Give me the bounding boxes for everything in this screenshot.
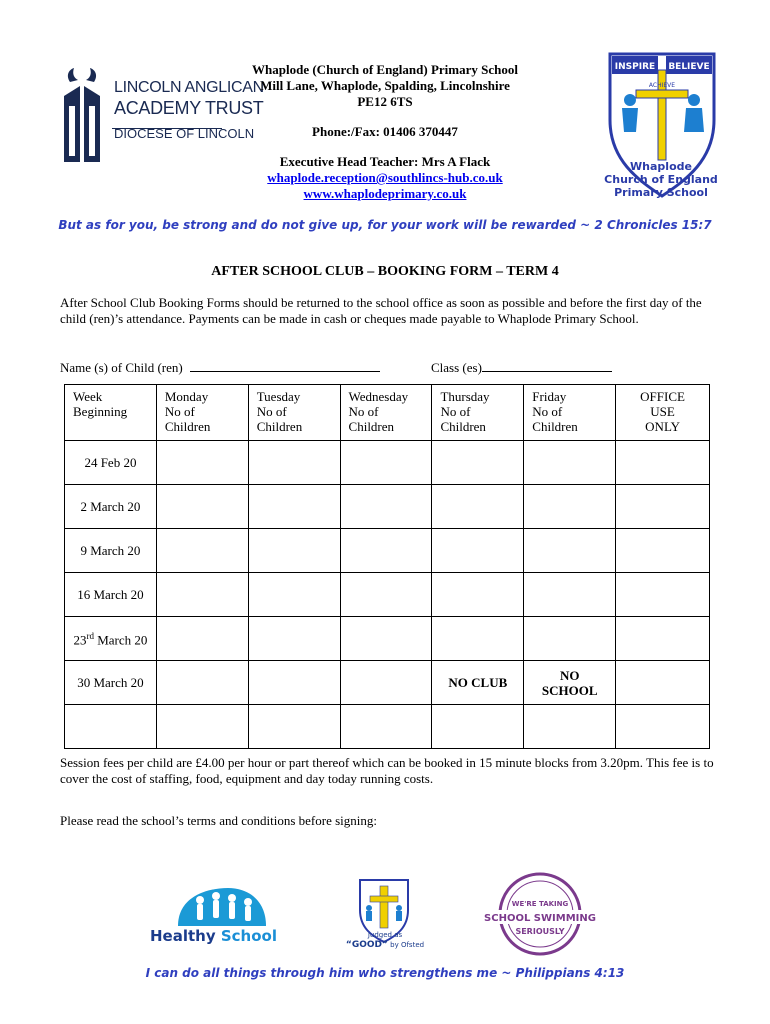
week-cell: 23rd March 20 — [65, 617, 157, 661]
week-cell: 30 March 20 — [65, 661, 157, 705]
header-tuesday: Tuesday No of Children — [248, 385, 340, 441]
fees-text: Session fees per child are £4.00 per hour or part thereof which can be booked in 15 minute blocks from 3.20pm. This fee is to cover the cost of staffing, food, equipment and day today running costs. — [60, 755, 714, 786]
email-link[interactable]: whaplode.reception@southlincs-hub.co.uk — [267, 170, 503, 185]
child-name-field[interactable] — [190, 359, 380, 372]
tuesday-cell[interactable] — [248, 617, 340, 661]
monday-cell[interactable] — [156, 661, 248, 705]
good-line-2: “GOOD” — [345, 940, 388, 950]
school-word: School — [220, 927, 277, 945]
thursday-cell[interactable] — [432, 705, 524, 749]
table-row — [65, 661, 710, 705]
monday-cell[interactable] — [156, 529, 248, 573]
office-cell — [616, 661, 710, 705]
week-cell: 24 Feb 20 — [65, 441, 157, 485]
header-friday: Friday No of Children — [524, 385, 616, 441]
header-week: Week Beginning — [65, 385, 157, 441]
crest-caption-3: Primary School — [614, 186, 708, 199]
swim-line-3: SERIOUSLY — [515, 927, 565, 936]
head-teacher: Executive Head Teacher: Mrs A Flack — [279, 154, 491, 169]
office-cell — [616, 485, 710, 529]
trust-line-3: DIOCESE OF LINCOLN — [114, 126, 255, 141]
wednesday-cell[interactable] — [340, 529, 432, 573]
class-field[interactable] — [482, 359, 612, 372]
good-line-3: by Ofsted — [390, 941, 425, 949]
healthy-school-text — [150, 927, 277, 945]
swim-line-2: SCHOOL SWIMMING — [484, 913, 596, 924]
thursday-cell[interactable] — [432, 485, 524, 529]
friday-cell[interactable] — [524, 441, 616, 485]
tuesday-cell[interactable] — [248, 573, 340, 617]
good-line-1: Judged as — [367, 931, 403, 939]
child-name-label: Name (s) of Child (ren) — [60, 360, 183, 375]
header-office-use: OFFICE USE ONLY — [616, 385, 710, 441]
monday-cell[interactable] — [156, 617, 248, 661]
healthy-word: Healthy — [150, 927, 216, 945]
crest-caption — [596, 160, 726, 199]
form-title: AFTER SCHOOL CLUB – BOOKING FORM – TERM 4 — [211, 264, 559, 279]
week-cell: 16 March 20 — [65, 573, 157, 617]
school-swimming-charter-icon — [482, 872, 598, 956]
intro-text: After School Club Booking Forms should be returned to the school office as soon as possible and before the first day of the child (ren)’s attendance. Payments can be made in cash or cheques made payable to Whaplode Primary School. — [60, 295, 702, 326]
table-row — [65, 529, 710, 573]
office-cell — [616, 529, 710, 573]
friday-cell[interactable] — [524, 573, 616, 617]
crest-word-3: ACHIEVE — [648, 82, 676, 89]
website-link[interactable]: www.whaplodeprimary.co.uk — [303, 186, 467, 201]
school-phone: Phone:/Fax: 01406 370447 — [312, 124, 458, 139]
tuesday-cell[interactable] — [248, 661, 340, 705]
motto-verse: But as for you, be strong and do not give up, for your work will be rewarded ~ 2 Chronicles 15:7 — [58, 218, 712, 232]
school-address: Mill Lane, Whaplode, Spalding, Lincolnshire — [260, 78, 510, 93]
table-row — [65, 485, 710, 529]
friday-cell[interactable] — [524, 529, 616, 573]
tuesday-cell[interactable] — [248, 485, 340, 529]
office-cell — [616, 617, 710, 661]
office-cell — [616, 705, 710, 749]
crest-caption-1: Whaplode — [630, 160, 692, 173]
crest-word-1: INSPIRE — [614, 62, 656, 72]
table-row — [65, 705, 710, 749]
header-wednesday: Wednesday No of Children — [340, 385, 432, 441]
wednesday-cell[interactable] — [340, 485, 432, 529]
terms-note: Please read the school’s terms and conditions before signing: — [60, 813, 377, 828]
office-cell — [616, 441, 710, 485]
swim-line-1: WE'RE TAKING — [511, 900, 569, 908]
wednesday-cell[interactable] — [340, 705, 432, 749]
office-cell — [616, 573, 710, 617]
ofsted-good-text — [340, 930, 430, 950]
monday-cell[interactable] — [156, 573, 248, 617]
thursday-cell[interactable] — [432, 573, 524, 617]
no-school-cell: NO SCHOOL — [524, 661, 616, 705]
trust-line-2: ACADEMY TRUST — [114, 98, 264, 118]
wednesday-cell[interactable] — [340, 441, 432, 485]
wednesday-cell[interactable] — [340, 617, 432, 661]
class-row — [431, 359, 612, 376]
friday-cell[interactable] — [524, 705, 616, 749]
school-postcode: PE12 6TS — [357, 94, 413, 109]
week-cell: 2 March 20 — [65, 485, 157, 529]
footer-verse: I can do all things through him who strengthens me ~ Philippians 4:13 — [145, 966, 625, 980]
table-row — [65, 617, 710, 661]
class-label: Class (es) — [431, 360, 482, 375]
wednesday-cell[interactable] — [340, 573, 432, 617]
crest-word-2: BELIEVE — [668, 62, 710, 72]
tuesday-cell[interactable] — [248, 441, 340, 485]
school-name: Whaplode (Church of England) Primary School — [252, 62, 518, 77]
monday-cell[interactable] — [156, 485, 248, 529]
tuesday-cell[interactable] — [248, 529, 340, 573]
monday-cell[interactable] — [156, 705, 248, 749]
child-name-row — [60, 359, 380, 376]
table-header-row — [65, 385, 710, 441]
crest-caption-2: Church of England — [604, 173, 718, 186]
thursday-cell[interactable] — [432, 617, 524, 661]
thursday-cell[interactable] — [432, 441, 524, 485]
table-row — [65, 573, 710, 617]
tuesday-cell[interactable] — [248, 705, 340, 749]
friday-cell[interactable] — [524, 485, 616, 529]
trust-line-1: LINCOLN ANGLICAN — [114, 79, 264, 96]
week-cell: 9 March 20 — [65, 529, 157, 573]
school-details — [200, 62, 570, 202]
wednesday-cell[interactable] — [340, 661, 432, 705]
thursday-cell[interactable] — [432, 529, 524, 573]
table-row — [65, 441, 710, 485]
friday-cell[interactable] — [524, 617, 616, 661]
header-thursday: Thursday No of Children — [432, 385, 524, 441]
week-cell[interactable] — [65, 705, 157, 749]
monday-cell[interactable] — [156, 441, 248, 485]
booking-table — [64, 384, 710, 749]
header-monday: Monday No of Children — [156, 385, 248, 441]
no-club-cell: NO CLUB — [432, 661, 524, 705]
